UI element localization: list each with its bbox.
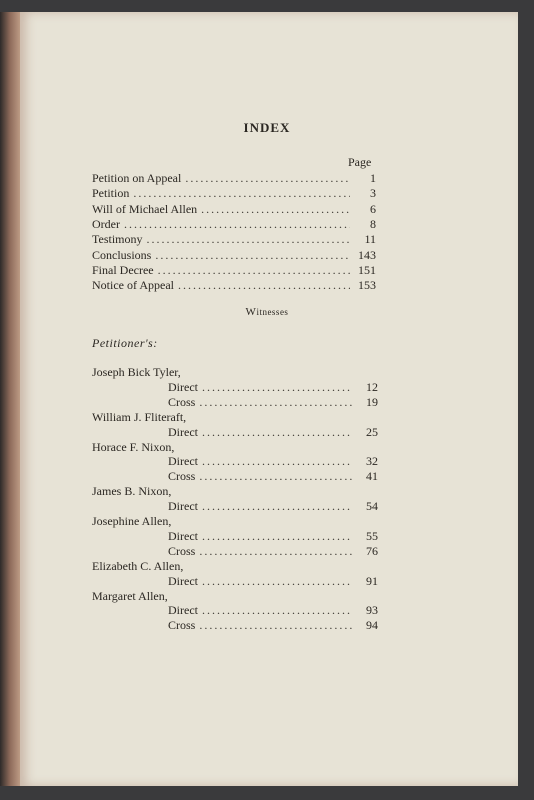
witnesses-heading: Witnesses [245,306,289,318]
witness-name: Margaret Allen, [92,588,168,603]
witness-entry [168,380,378,395]
dot-leader [178,278,350,293]
witness-name: William J. Fliteraft, [92,409,187,424]
witness-entry [168,425,378,440]
witness-entry [168,618,378,633]
entry-page: 25 [366,424,378,439]
entry-page: 12 [366,379,378,394]
entry-page: 54 [366,499,378,514]
entry-page: 8 [370,216,376,231]
examination-type: Cross [168,543,196,558]
entry-page: 11 [364,232,376,247]
dot-leader [199,544,352,559]
entry-page: 93 [366,603,378,618]
dot-leader [202,574,352,589]
examination-type: Direct [168,603,198,618]
examination-type: Direct [168,573,198,588]
dot-leader [199,469,352,484]
contents-entry [92,171,376,186]
witness-name: Horace F. Nixon, [92,439,175,454]
entry-page: 32 [366,454,378,469]
entry-page: 143 [358,247,376,262]
contents-entry [92,263,376,278]
contents-entry [92,202,376,217]
dot-leader [199,395,352,410]
witness-name: James B. Nixon, [92,484,172,499]
entry-label: Testimony [92,232,143,247]
examination-type: Direct [168,424,198,439]
entry-page: 153 [358,278,376,293]
dot-leader [202,380,352,395]
contents-entry [92,248,376,263]
entry-page: 91 [366,573,378,588]
entry-label: Petition [92,186,130,201]
witness-entry [168,544,378,559]
examination-type: Direct [168,499,198,514]
witness-entry [168,454,378,469]
entry-label: Order [92,216,120,231]
examination-type: Direct [168,454,198,469]
witness-name: Joseph Bick Tyler, [92,365,181,379]
party-heading: Petitioner's: [92,336,158,350]
contents-entry [92,217,376,232]
dot-leader [133,186,350,201]
examination-type: Direct [168,528,198,543]
dot-leader [185,171,350,186]
examination-type: Cross [168,618,196,633]
entry-page: 94 [366,618,378,633]
entry-label: Final Decree [92,262,154,277]
witness-name: Elizabeth C. Allen, [92,558,184,573]
witness-entry [168,603,378,618]
entry-label: Petition on Appeal [92,171,182,185]
entry-page: 41 [366,469,378,484]
dot-leader [147,232,351,247]
witness-entry [168,529,378,544]
contents-entry [92,186,376,201]
entry-page: 19 [366,394,378,409]
dot-leader [124,217,350,232]
dot-leader [155,248,350,263]
page-title: INDEX [243,120,291,135]
witness-entry [168,469,378,484]
dot-leader [201,202,350,217]
entry-label: Notice of Appeal [92,278,174,293]
witness-entry [168,499,378,514]
witness-entry [168,574,378,589]
dot-leader [158,263,350,278]
entry-label: Will of Michael Allen [92,201,198,216]
entry-page: 6 [370,201,376,216]
dot-leader [202,454,352,469]
entry-page: 1 [370,171,376,185]
witness-name: Josephine Allen, [92,514,172,528]
examination-type: Cross [168,469,196,484]
contents-entry [92,232,376,247]
entry-page: 151 [358,262,376,277]
entry-page: 3 [370,186,376,201]
examination-type: Cross [168,394,196,409]
examination-type: Direct [168,379,198,394]
dot-leader [202,603,352,618]
dot-leader [202,425,352,440]
page-column-header: Page [348,155,372,169]
dot-leader [202,499,352,514]
witness-entry [168,395,378,410]
contents-entry [92,278,376,293]
entry-page: 76 [366,543,378,558]
entry-label: Conclusions [92,247,152,262]
dot-leader [199,618,352,633]
dot-leader [202,529,352,544]
entry-page: 55 [366,528,378,543]
